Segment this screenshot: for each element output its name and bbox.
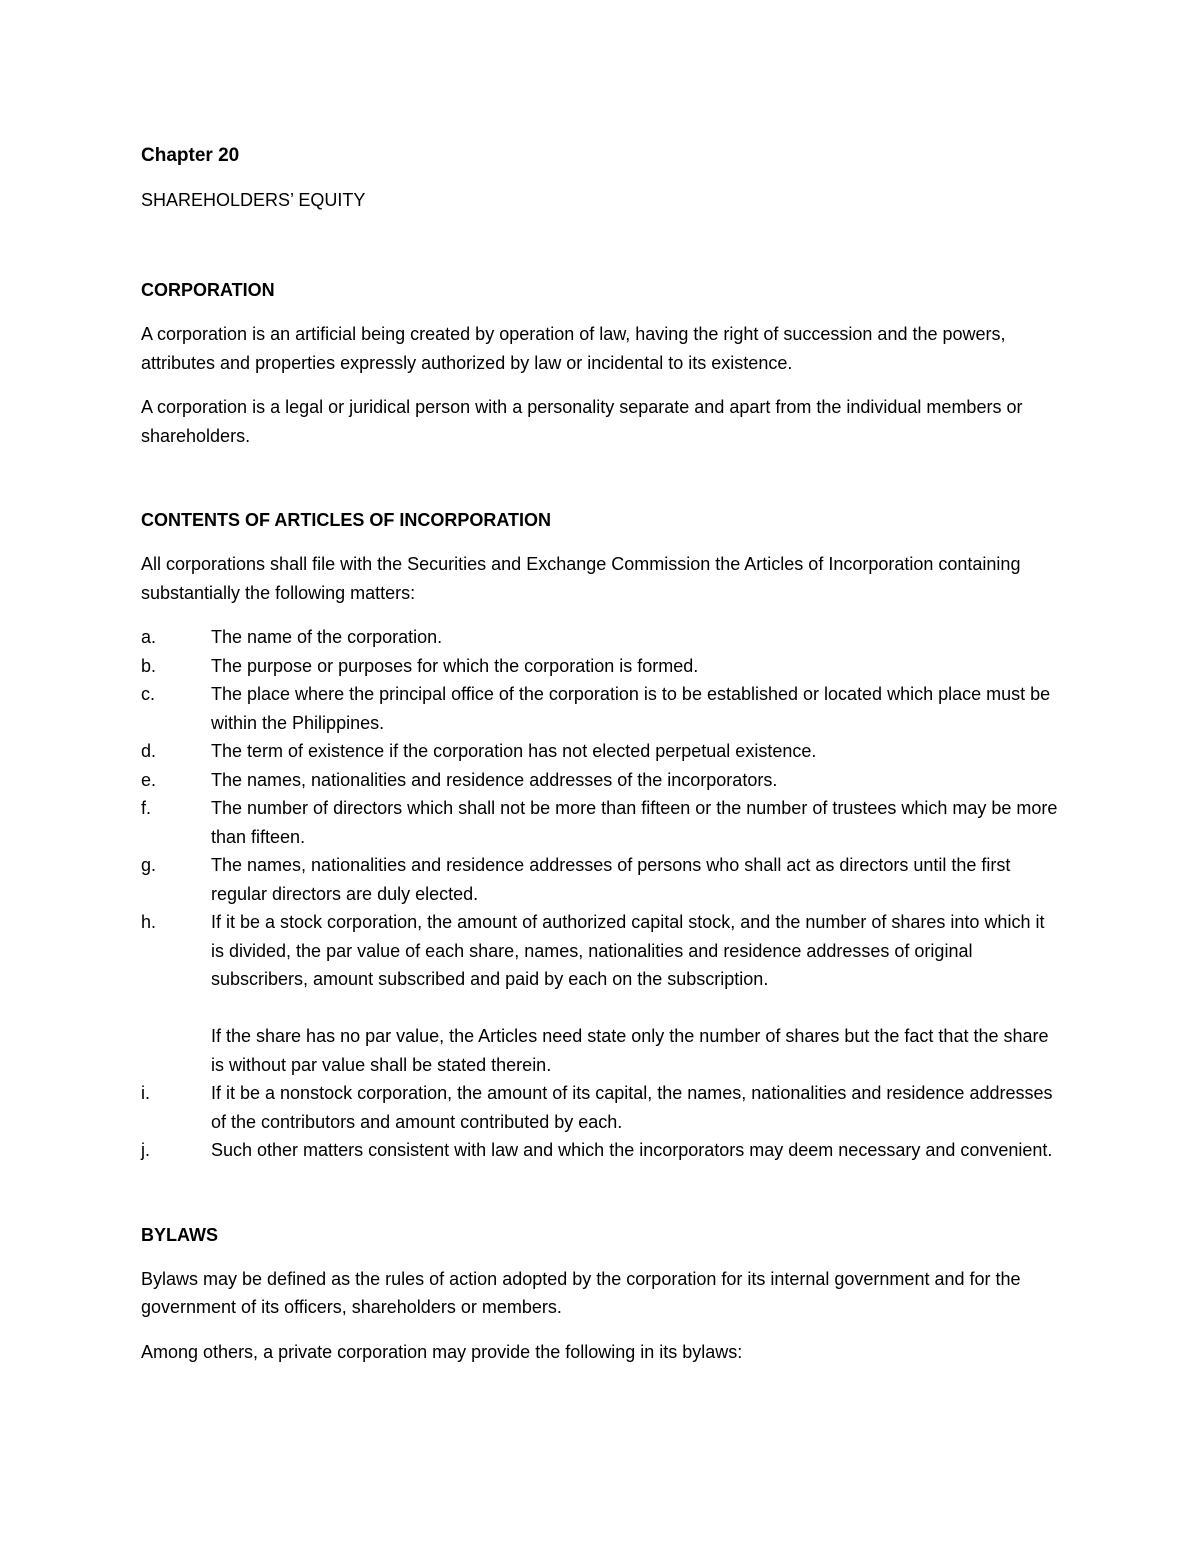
bylaws-paragraph-2: Among others, a private corporation may provide the following in its bylaws: xyxy=(141,1341,743,1362)
section-heading-articles: CONTENTS OF ARTICLES OF INCORPORATION xyxy=(141,510,551,530)
section-heading-bylaws: BYLAWS xyxy=(141,1224,219,1245)
document-page xyxy=(141,142,1061,1366)
list-item-text: If it be a stock corporation, the amount of authorized capital stock, and the number of shares into which it is divided, the par value of each share, names, nationalities and residence addresses of original subscribers, amount subscribed and paid by each on the subscription. xyxy=(211,912,1045,989)
list-item xyxy=(141,1079,1061,1136)
list-marker: b. xyxy=(141,655,157,676)
bylaws-paragraph-1: Bylaws may be defined as the rules of action adopted by the corporation for its internal government and for the government of its officers, shareholders or members. xyxy=(141,1268,1021,1317)
list-item xyxy=(141,652,1061,681)
list-marker: d. xyxy=(141,741,157,761)
section-heading-corporation: CORPORATION xyxy=(141,280,275,300)
list-item-text: The number of directors which shall not be more than fifteen or the number of trustees which may be more than fifteen. xyxy=(211,798,1058,847)
list-item-text: The name of the corporation. xyxy=(211,627,443,647)
list-item xyxy=(141,908,1061,1079)
corporation-paragraph-2: A corporation is a legal or juridical person with a personality separate and apart from the individual members or shareholders. xyxy=(141,397,1023,446)
list-item-text: If it be a nonstock corporation, the amount of its capital, the names, nationalities and residence addresses of the contributors and amount contributed by each. xyxy=(211,1083,1053,1132)
list-item-text: The purpose or purposes for which the corporation is formed. xyxy=(211,655,699,676)
chapter-title: Chapter 20 xyxy=(141,145,240,166)
list-item xyxy=(141,623,1061,652)
list-marker: a. xyxy=(141,627,157,647)
list-item-text: The names, nationalities and residence addresses of the incorporators. xyxy=(211,769,778,790)
list-marker: c. xyxy=(141,684,156,704)
list-marker: i. xyxy=(141,1083,150,1103)
list-marker: f. xyxy=(141,798,152,818)
list-item xyxy=(141,737,1061,766)
list-item xyxy=(141,680,1061,737)
articles-intro: All corporations shall file with the Securities and Exchange Commission the Articles of Incorporation containing substantially the following matters: xyxy=(141,554,1021,603)
list-item xyxy=(141,1136,1061,1165)
corporation-paragraph-1: A corporation is an artificial being created by operation of law, having the right of succession and the powers, attributes and properties expressly authorized by law or incidental to its existence. xyxy=(141,324,1006,373)
list-item xyxy=(141,851,1061,908)
list-item-text: The names, nationalities and residence addresses of persons who shall act as directors until the first regular directors are duly elected. xyxy=(211,855,1011,904)
list-marker: j. xyxy=(141,1140,150,1160)
list-item-text: The term of existence if the corporation has not elected perpetual existence. xyxy=(211,741,817,761)
list-item-extra-text: If the share has no par value, the Articles need state only the number of shares but the fact that the share is without par value shall be stated therein. xyxy=(211,1026,1049,1075)
list-item xyxy=(141,794,1061,851)
articles-list xyxy=(141,623,1061,1165)
list-marker: e. xyxy=(141,769,157,790)
list-marker: h. xyxy=(141,912,157,932)
list-item xyxy=(141,766,1061,795)
list-marker: g. xyxy=(141,855,157,875)
chapter-subtitle: SHAREHOLDERS’ EQUITY xyxy=(141,190,366,210)
list-item-text: Such other matters consistent with law and which the incorporators may deem necessary and convenient. xyxy=(211,1140,1053,1160)
list-item-text: The place where the principal office of the corporation is to be established or located which place must be within the Philippines. xyxy=(211,684,1051,733)
